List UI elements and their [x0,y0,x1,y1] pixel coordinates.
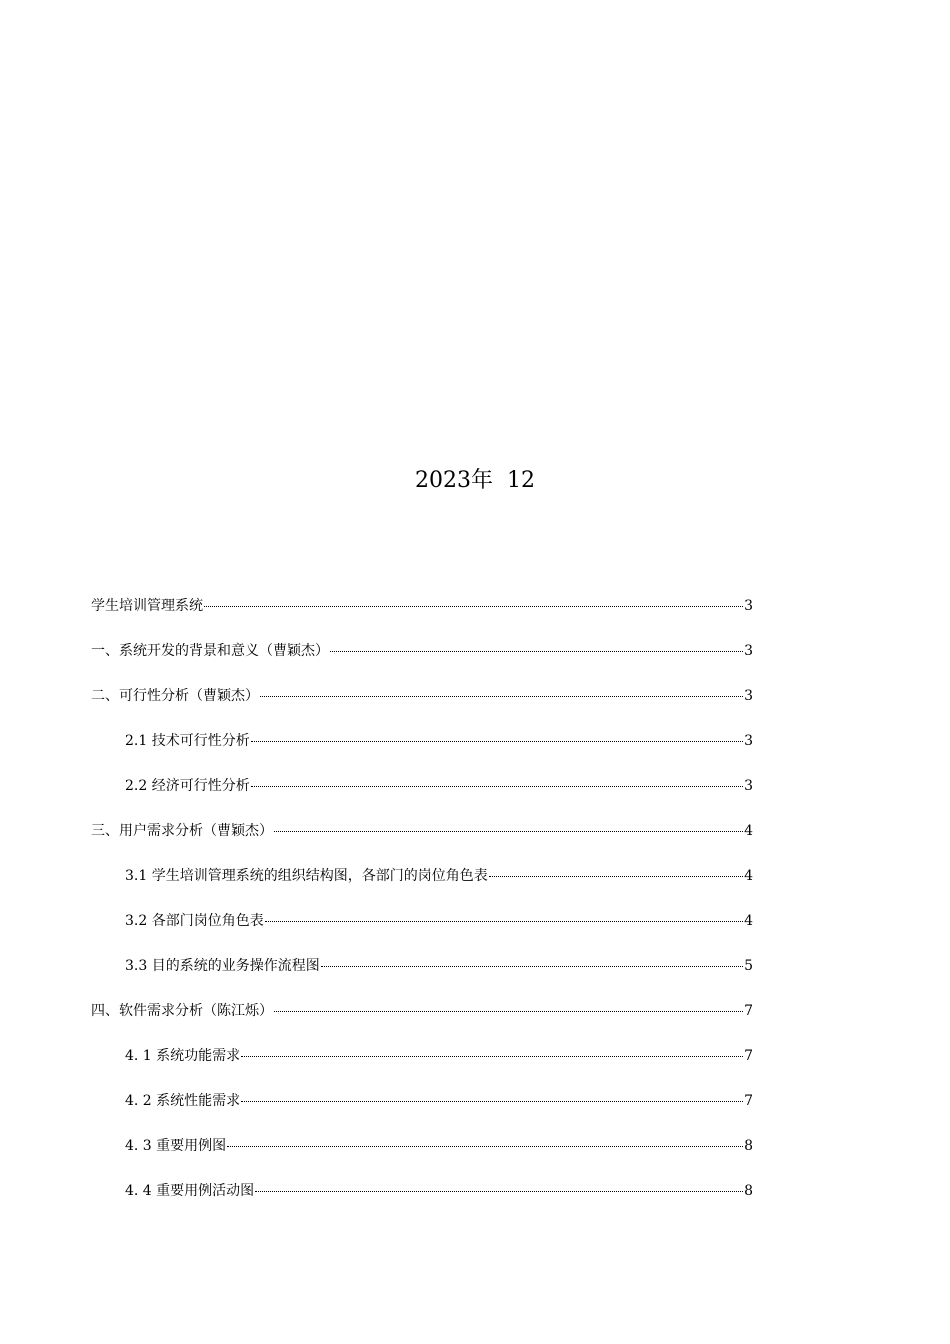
toc-entry[interactable] [91,1046,753,1091]
toc-entry[interactable] [91,776,753,821]
toc-entry[interactable] [91,956,753,1001]
toc-entry[interactable] [91,1136,753,1181]
toc-entry-title: 三、用户需求分析（曹颖杰） [91,823,273,839]
toc-leader-dots [241,1056,743,1057]
toc-leader-dots [227,1146,743,1147]
toc-entry[interactable] [91,911,753,956]
toc-entry-title: 2.2 经济可行性分析 [125,778,250,794]
toc-leader-dots [274,831,743,832]
toc-entry[interactable] [91,596,753,641]
toc-entry-page: 7 [744,1093,753,1109]
toc-leader-dots [204,606,743,607]
toc-entry-title: 2.1 技术可行性分析 [125,733,250,749]
table-of-contents [91,596,753,1226]
toc-entry[interactable] [91,686,753,731]
toc-entry[interactable] [91,1091,753,1136]
toc-leader-dots [265,921,743,922]
toc-entry-page: 3 [744,598,753,614]
toc-leader-dots [255,1191,743,1192]
toc-leader-dots [321,966,743,967]
document-date: 2023年 12 [415,468,535,493]
toc-leader-dots [330,651,743,652]
toc-entry-title: 一、系统开发的背景和意义（曹颖杰） [91,643,329,659]
toc-entry-page: 4 [744,913,753,929]
toc-entry-page: 4 [744,868,753,884]
toc-entry-title: 3.3 目的系统的业务操作流程图 [125,958,320,974]
toc-entry-page: 3 [744,733,753,749]
toc-entry[interactable] [91,821,753,866]
toc-entry-title: 3.2 各部门岗位角色表 [125,913,264,929]
toc-entry-page: 5 [744,958,753,974]
toc-entry-title: 4. 4 重要用例活动图 [125,1183,255,1199]
toc-leader-dots [260,696,743,697]
toc-entry-page: 3 [744,643,753,659]
toc-entry-page: 8 [744,1138,753,1154]
toc-entry-page: 3 [744,688,753,704]
toc-entry[interactable] [91,1181,753,1226]
toc-leader-dots [251,741,743,742]
toc-entry-title: 4. 1 系统功能需求 [125,1048,241,1064]
toc-entry-page: 7 [744,1003,753,1019]
toc-entry-title: 4. 3 重要用例图 [125,1138,227,1154]
toc-entry[interactable] [91,731,753,776]
toc-entry-title: 3.1 学生培训管理系统的组织结构图，各部门的岗位角色表 [125,868,488,884]
toc-entry-title: 学生培训管理系统 [91,598,203,614]
toc-leader-dots [274,1011,743,1012]
toc-entry[interactable] [91,866,753,911]
toc-leader-dots [251,786,743,787]
toc-entry[interactable] [91,641,753,686]
toc-leader-dots [241,1101,743,1102]
toc-entry-title: 4. 2 系统性能需求 [125,1093,241,1109]
toc-entry-title: 四、软件需求分析（陈江烁） [91,1003,273,1019]
toc-entry-page: 4 [744,823,753,839]
toc-leader-dots [489,876,743,877]
toc-entry-title: 二、可行性分析（曹颖杰） [91,688,259,704]
toc-entry-page: 8 [744,1183,753,1199]
toc-entry-page: 3 [744,778,753,794]
toc-entry[interactable] [91,1001,753,1046]
toc-entry-page: 7 [744,1048,753,1064]
